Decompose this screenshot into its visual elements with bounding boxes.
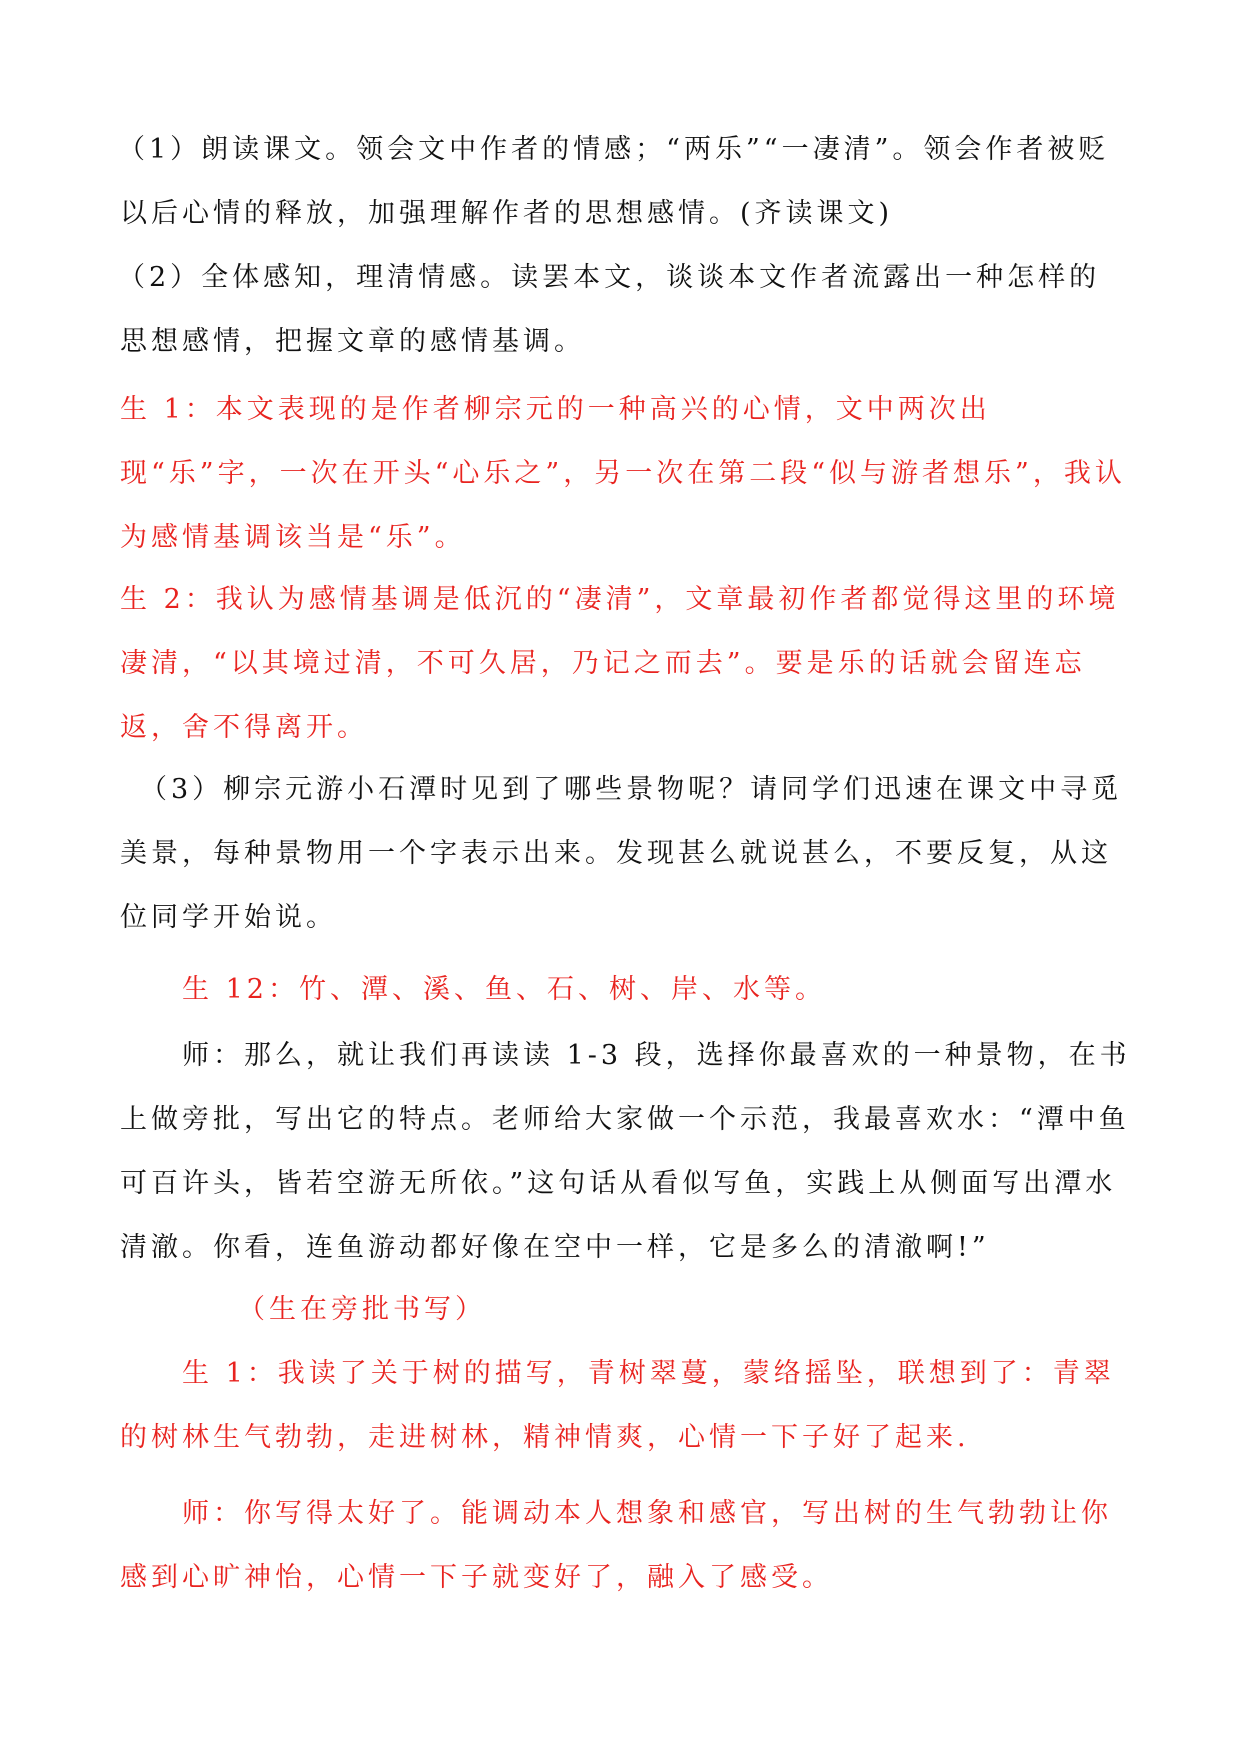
paragraph-read-aloud: （1）朗读课文。领会文中作者的情感；“两乐”“一凄清”。领会作者被贬以后心情的释放，加强理解作者的思想感情。(齐读课文) xyxy=(118,134,1110,229)
teacher-demonstration: 师：那么，就让我们再读读 1-3 段，选择你最喜欢的一种景物，在书上做旁批，写出它的特点。老师给大家做一个示范，我最喜欢水：“潭中鱼可百许头，皆若空游无所依。”这句话从看似写鱼，实践上从侧面写出潭水清澈。你看，连鱼游动都好像在空中一样，它是多么的清澈啊!” xyxy=(120,1040,1131,1263)
student-1-answer: 生 1：本文表现的是作者柳宗元的一种高兴的心情，文中两次出现“乐”字，一次在开头“心乐之”，另一次在第二段“似与游者想乐”，我认为感情基调该当是“乐”。 xyxy=(120,394,1126,553)
student-2-answer: 生 2：我认为感情基调是低沉的“凄清”，文章最初作者都觉得这里的环境凄清，“以其境过清，不可久居，乃记之而去”。要是乐的话就会留连忘返，舍不得离开。 xyxy=(120,584,1120,743)
student-1-tree-answer: 生 1：我读了关于树的描写，青树翠蔓，蒙络摇坠，联想到了：青翠的树林生气勃勃，走进树林，精神情爽，心情一下子好了起来. xyxy=(120,1358,1115,1453)
student-12-answer: 生 12：竹、潭、溪、鱼、石、树、岸、水等。 xyxy=(182,974,826,1005)
paragraph-scenery-question: （3）柳宗元游小石潭时见到了哪些景物呢？请同学们迅速在课文中寻觅美景，每种景物用一个字表示出来。发现甚么就说甚么，不要反复，从这位同学开始说。 xyxy=(120,774,1123,933)
paragraph-overall-perception: （2）全体感知，理清情感。读罢本文，谈谈本文作者流露出一种怎样的思想感情，把握文章的感情基调。 xyxy=(118,262,1101,357)
teacher-feedback: 师：你写得太好了。能调动本人想象和感官，写出树的生气勃勃让你感到心旷神怡，心情一下子就变好了，融入了感受。 xyxy=(120,1498,1112,1593)
student-annotation-note: （生在旁批书写） xyxy=(238,1294,486,1325)
